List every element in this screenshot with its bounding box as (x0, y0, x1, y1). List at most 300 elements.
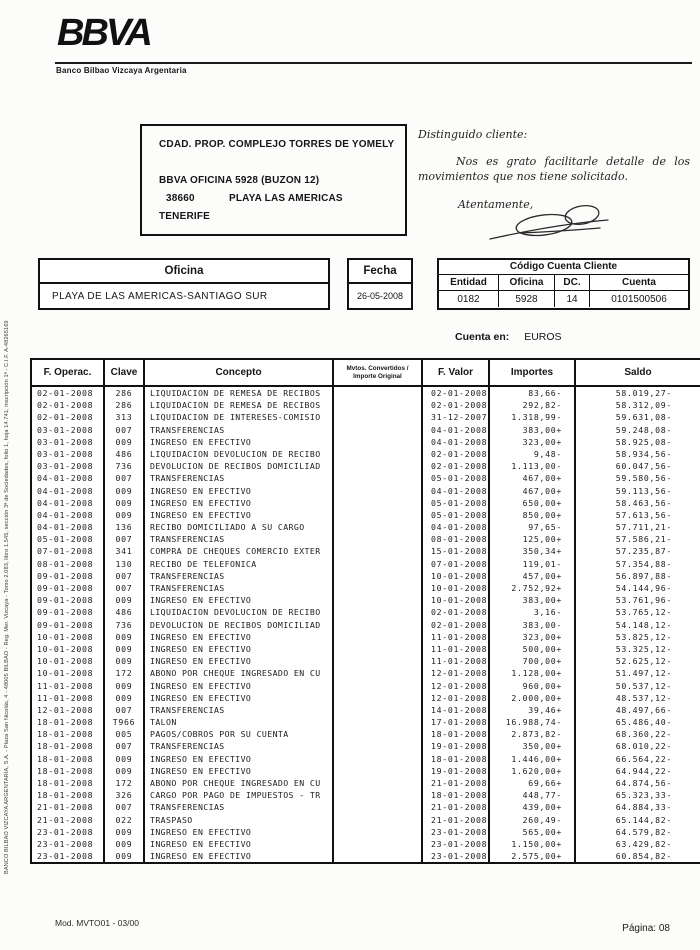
table-row (32, 448, 700, 460)
cell-concepto: INGRESO EN EFECTIVO (145, 692, 334, 704)
office-value: PLAYA DE LAS AMERICAS-SANTIAGO SUR (52, 290, 268, 302)
cell-concepto: INGRESO EN EFECTIVO (145, 594, 334, 606)
cell-saldo: 65.144,82- (615, 814, 672, 825)
cell-concepto: DEVOLUCION DE RECIBOS DOMICILIAD (145, 619, 334, 631)
cell-concepto: PAGOS/COBROS POR SU CUENTA (145, 728, 334, 740)
cell-mvtos (334, 411, 423, 423)
cell-importes: 457,00+ (490, 570, 576, 582)
cell-importes: 383,00+ (490, 424, 576, 436)
cell-concepto: LIQUIDACION DEVOLUCION DE RECIBO (145, 606, 334, 618)
table-row (32, 619, 700, 631)
cell-saldo: 65.486,40- (615, 717, 672, 728)
cell-f-valor: 11-01-2008 (423, 655, 490, 667)
cell-saldo: 54.144,96- (615, 583, 672, 593)
cell-saldo: 64.884,33- (615, 802, 672, 813)
cell-f-operac: 23-01-2008 (32, 838, 105, 850)
table-row (32, 655, 700, 667)
table-row (32, 558, 700, 570)
cell-clave: 009 (105, 850, 145, 862)
cell-clave: 136 (105, 521, 145, 533)
cell-mvtos (334, 680, 423, 692)
cell-f-valor: 21-01-2008 (423, 777, 490, 789)
cell-mvtos (334, 485, 423, 497)
cell-concepto: TRANSFERENCIAS (145, 533, 334, 545)
table-row (32, 631, 700, 643)
cell-f-operac: 02-01-2008 (32, 387, 105, 399)
account-code-header-entidad: Entidad (439, 275, 499, 291)
cell-concepto: INGRESO EN EFECTIVO (145, 680, 334, 692)
cell-f-valor: 31-12-2007 (423, 411, 490, 423)
cell-mvtos (334, 838, 423, 850)
cell-saldo: 58.019,27- (615, 388, 672, 398)
cell-saldo: 54.148,12- (615, 619, 672, 630)
cell-mvtos (334, 667, 423, 679)
cell-f-operac: 09-01-2008 (32, 582, 105, 594)
cell-importes: 1.620,00+ (490, 765, 576, 777)
cell-importes: 39,46+ (490, 704, 576, 716)
cell-mvtos (334, 594, 423, 606)
cell-mvtos (334, 521, 423, 533)
cell-concepto: INGRESO EN EFECTIVO (145, 497, 334, 509)
cell-concepto: LIQUIDACION DE INTERESES-COMISIO (145, 411, 334, 423)
cell-mvtos (334, 753, 423, 765)
legal-registry-side-text: BANCO BILBAO VIZCAYA ARGENTARIA, S.A. - Plaza San Nicolás, 4 - 48005 BILBAO - Reg. Mer. Vizcaya - Tomo 2.083, libro 1.545, sección 3ª de Sociedades, folio 1, hoja 14.741, inscripción 1ª - C.I.F. A-48265169 (4, 320, 10, 874)
cell-mvtos (334, 448, 423, 460)
cell-mvtos (334, 399, 423, 411)
cell-importes: 16.988,74- (490, 716, 576, 728)
cell-clave: 286 (105, 387, 145, 399)
cell-concepto: LIQUIDACION DE REMESA DE RECIBOS (145, 399, 334, 411)
cell-importes: 448,77- (490, 789, 576, 801)
recipient-city: PLAYA LAS AMERICAS (229, 193, 343, 204)
cell-f-valor: 02-01-2008 (423, 387, 490, 399)
cell-clave: 313 (105, 411, 145, 423)
cell-f-valor: 18-01-2008 (423, 789, 490, 801)
cell-clave: 005 (105, 728, 145, 740)
account-code-header-cuenta: Cuenta (590, 275, 688, 291)
cell-saldo: 48.497,66- (615, 704, 672, 715)
cell-mvtos (334, 497, 423, 509)
cell-importes: 1.446,00+ (490, 753, 576, 765)
cell-clave: 009 (105, 497, 145, 509)
cell-mvtos (334, 789, 423, 801)
cell-f-valor: 05-01-2008 (423, 497, 490, 509)
col-header-f-valor: F. Valor (423, 360, 490, 385)
cell-f-valor: 10-01-2008 (423, 570, 490, 582)
recipient-office: BBVA OFICINA 5928 (BUZON 12) (159, 175, 320, 186)
cell-f-valor: 23-01-2008 (423, 838, 490, 850)
cell-f-valor: 21-01-2008 (423, 801, 490, 813)
cell-clave: 009 (105, 631, 145, 643)
cell-f-operac: 21-01-2008 (32, 814, 105, 826)
cell-saldo: 68.360,22- (615, 729, 672, 740)
account-code-title: Código Cuenta Cliente (439, 260, 688, 275)
account-code-box (437, 258, 690, 310)
account-code-dc: 14 (555, 291, 590, 307)
table-row (32, 680, 700, 692)
cell-clave: 009 (105, 753, 145, 765)
cell-f-operac: 10-01-2008 (32, 643, 105, 655)
cell-f-operac: 04-01-2008 (32, 497, 105, 509)
currency-line (455, 331, 562, 343)
table-row (32, 814, 700, 826)
form-model-code: Mod. MVTO01 - 03/00 (55, 918, 139, 928)
cell-f-operac: 09-01-2008 (32, 606, 105, 618)
office-label: Oficina (40, 260, 328, 284)
greeting-salutation: Distinguido cliente: (418, 128, 528, 141)
table-row (32, 411, 700, 423)
cell-concepto: INGRESO EN EFECTIVO (145, 509, 334, 521)
cell-concepto: TRANSFERENCIAS (145, 472, 334, 484)
cell-saldo: 57.586,21- (615, 534, 672, 545)
cell-mvtos (334, 765, 423, 777)
cell-concepto: INGRESO EN EFECTIVO (145, 838, 334, 850)
cell-importes: 292,82- (490, 399, 576, 411)
table-row (32, 716, 700, 728)
bank-name: Banco Bilbao Vizcaya Argentaria (56, 66, 187, 75)
cell-importes: 850,00+ (490, 509, 576, 521)
cell-f-valor: 17-01-2008 (423, 716, 490, 728)
cell-importes: 2.752,92+ (490, 582, 576, 594)
cell-concepto: RECIBO DOMICILIADO A SU CARGO (145, 521, 334, 533)
cell-saldo: 59.580,56- (615, 473, 672, 484)
cell-importes: 1.113,00- (490, 460, 576, 472)
cell-mvtos (334, 582, 423, 594)
cell-clave: T966 (105, 716, 145, 728)
cell-concepto: COMPRA DE CHEQUES COMERCIO EXTER (145, 545, 334, 557)
cell-concepto: INGRESO EN EFECTIVO (145, 643, 334, 655)
cell-importes: 125,00+ (490, 533, 576, 545)
cell-importes: 1.150,00+ (490, 838, 576, 850)
cell-f-operac: 02-01-2008 (32, 399, 105, 411)
cell-clave: 007 (105, 533, 145, 545)
cell-mvtos (334, 606, 423, 618)
currency-label: Cuenta en: (455, 331, 510, 343)
cell-f-operac: 23-01-2008 (32, 826, 105, 838)
cell-f-operac: 03-01-2008 (32, 436, 105, 448)
table-row (32, 838, 700, 850)
cell-clave: 007 (105, 740, 145, 752)
cell-f-operac: 18-01-2008 (32, 728, 105, 740)
currency-value: EUROS (524, 331, 562, 343)
cell-f-operac: 04-01-2008 (32, 521, 105, 533)
cell-f-operac: 12-01-2008 (32, 704, 105, 716)
cell-saldo: 50.537,12- (615, 680, 672, 691)
cell-f-valor: 11-01-2008 (423, 631, 490, 643)
cell-concepto: TRASPASO (145, 814, 334, 826)
col-header-mvtos: Mvtos. Convertidos / Importe Original (334, 360, 423, 385)
cell-f-operac: 04-01-2008 (32, 509, 105, 521)
cell-f-valor: 12-01-2008 (423, 680, 490, 692)
table-row (32, 692, 700, 704)
transactions-table (30, 358, 700, 864)
cell-saldo: 65.323,33- (615, 790, 672, 801)
cell-f-operac: 21-01-2008 (32, 801, 105, 813)
cell-importes: 2.575,00+ (490, 850, 576, 862)
cell-mvtos (334, 570, 423, 582)
table-row (32, 533, 700, 545)
table-row (32, 460, 700, 472)
cell-saldo: 58.463,56- (615, 497, 672, 508)
cell-importes: 565,00+ (490, 826, 576, 838)
cell-f-valor: 15-01-2008 (423, 545, 490, 557)
cell-clave: 736 (105, 460, 145, 472)
cell-saldo: 53.761,96- (615, 595, 672, 606)
cell-f-valor: 08-01-2008 (423, 533, 490, 545)
cell-importes: 700,00+ (490, 655, 576, 667)
table-row (32, 606, 700, 618)
cell-clave: 009 (105, 765, 145, 777)
cell-f-valor: 02-01-2008 (423, 448, 490, 460)
cell-concepto: TRANSFERENCIAS (145, 582, 334, 594)
cell-saldo: 58.934,56- (615, 448, 672, 459)
col-header-concepto: Concepto (145, 360, 334, 385)
cell-f-valor: 14-01-2008 (423, 704, 490, 716)
account-code-entidad: 0182 (439, 291, 499, 307)
cell-f-valor: 23-01-2008 (423, 850, 490, 862)
table-row (32, 570, 700, 582)
cell-mvtos (334, 814, 423, 826)
cell-concepto: TALON (145, 716, 334, 728)
cell-f-operac: 23-01-2008 (32, 850, 105, 862)
recipient-postal-code: 38660 (166, 193, 195, 204)
cell-f-operac: 04-01-2008 (32, 485, 105, 497)
cell-clave: 007 (105, 570, 145, 582)
cell-f-valor: 12-01-2008 (423, 692, 490, 704)
cell-saldo: 53.765,12- (615, 607, 672, 618)
cell-mvtos (334, 728, 423, 740)
cell-saldo: 58.312,09- (615, 400, 672, 411)
signature-scribble (486, 203, 616, 245)
table-row (32, 667, 700, 679)
cell-importes: 83,66- (490, 387, 576, 399)
cell-importes: 260,49- (490, 814, 576, 826)
col-header-saldo: Saldo (624, 367, 652, 378)
cell-importes: 2.000,00+ (490, 692, 576, 704)
cell-saldo: 59.248,08- (615, 424, 672, 435)
cell-concepto: TRANSFERENCIAS (145, 424, 334, 436)
cell-f-operac: 18-01-2008 (32, 753, 105, 765)
cell-clave: 022 (105, 814, 145, 826)
cell-concepto: ABONO POR CHEQUE INGRESADO EN CU (145, 777, 334, 789)
cell-f-valor: 04-01-2008 (423, 436, 490, 448)
cell-importes: 467,00+ (490, 472, 576, 484)
account-code-header-oficina: Oficina (499, 275, 555, 291)
cell-f-operac: 18-01-2008 (32, 765, 105, 777)
cell-f-operac: 09-01-2008 (32, 619, 105, 631)
cell-clave: 326 (105, 789, 145, 801)
cell-clave: 009 (105, 485, 145, 497)
cell-concepto: DEVOLUCION DE RECIBOS DOMICILIAD (145, 460, 334, 472)
cell-f-operac: 10-01-2008 (32, 631, 105, 643)
cell-importes: 350,00+ (490, 740, 576, 752)
cell-f-valor: 05-01-2008 (423, 472, 490, 484)
cell-f-valor: 04-01-2008 (423, 521, 490, 533)
cell-clave: 007 (105, 582, 145, 594)
cell-importes: 119,01- (490, 558, 576, 570)
cell-saldo: 57.235,87- (615, 546, 672, 557)
cell-saldo: 56.897,88- (615, 570, 672, 581)
cell-concepto: INGRESO EN EFECTIVO (145, 655, 334, 667)
cell-f-operac: 03-01-2008 (32, 460, 105, 472)
cell-f-operac: 07-01-2008 (32, 545, 105, 557)
cell-mvtos (334, 704, 423, 716)
cell-f-valor: 12-01-2008 (423, 667, 490, 679)
cell-concepto: RECIBO DE TELEFONICA (145, 558, 334, 570)
cell-clave: 007 (105, 704, 145, 716)
cell-f-operac: 04-01-2008 (32, 472, 105, 484)
cell-f-operac: 10-01-2008 (32, 667, 105, 679)
cell-mvtos (334, 692, 423, 704)
cell-clave: 009 (105, 838, 145, 850)
cell-clave: 009 (105, 680, 145, 692)
table-row (32, 789, 700, 801)
recipient-address-box (140, 124, 407, 236)
cell-concepto: INGRESO EN EFECTIVO (145, 485, 334, 497)
account-code-oficina: 5928 (499, 291, 555, 307)
cell-clave: 007 (105, 801, 145, 813)
account-code-cuenta: 0101500506 (611, 293, 667, 305)
cell-f-valor: 02-01-2008 (423, 606, 490, 618)
cell-concepto: TRANSFERENCIAS (145, 740, 334, 752)
cell-clave: 009 (105, 692, 145, 704)
cell-mvtos (334, 545, 423, 557)
cell-importes: 467,00+ (490, 485, 576, 497)
table-row (32, 387, 700, 399)
cell-f-valor: 18-01-2008 (423, 753, 490, 765)
cell-f-valor: 10-01-2008 (423, 594, 490, 606)
cell-f-valor: 05-01-2008 (423, 509, 490, 521)
cell-saldo: 53.325,12- (615, 643, 672, 654)
cell-f-operac: 05-01-2008 (32, 533, 105, 545)
cell-mvtos (334, 777, 423, 789)
greeting-block (418, 128, 690, 212)
cell-saldo: 52.625,12- (615, 656, 672, 667)
cell-f-operac: 18-01-2008 (32, 716, 105, 728)
cell-concepto: INGRESO EN EFECTIVO (145, 631, 334, 643)
cell-clave: 486 (105, 448, 145, 460)
cell-f-valor: 07-01-2008 (423, 558, 490, 570)
cell-clave: 009 (105, 826, 145, 838)
cell-mvtos (334, 643, 423, 655)
cell-f-valor: 02-01-2008 (423, 460, 490, 472)
cell-f-valor: 11-01-2008 (423, 643, 490, 655)
cell-saldo: 64.579,82- (615, 826, 672, 837)
cell-f-operac: 18-01-2008 (32, 777, 105, 789)
table-row (32, 643, 700, 655)
cell-mvtos (334, 826, 423, 838)
cell-saldo: 48.537,12- (615, 692, 672, 703)
cell-mvtos (334, 436, 423, 448)
cell-f-operac: 11-01-2008 (32, 692, 105, 704)
cell-mvtos (334, 631, 423, 643)
col-header-f-operac: F. Operac. (32, 360, 105, 385)
greeting-closing: Atentamente, (458, 197, 534, 211)
cell-f-valor: 02-01-2008 (423, 619, 490, 631)
cell-clave: 009 (105, 436, 145, 448)
account-code-values (439, 291, 688, 307)
cell-concepto: TRANSFERENCIAS (145, 704, 334, 716)
cell-mvtos (334, 424, 423, 436)
table-row (32, 399, 700, 411)
cell-saldo: 64.874,56- (615, 778, 672, 788)
cell-importes: 350,34+ (490, 545, 576, 557)
table-row (32, 765, 700, 777)
cell-saldo: 59.631,08- (615, 412, 672, 423)
transactions-header (32, 360, 700, 387)
cell-saldo: 57.613,56- (615, 509, 672, 520)
cell-concepto: INGRESO EN EFECTIVO (145, 436, 334, 448)
table-row (32, 424, 700, 436)
cell-mvtos (334, 655, 423, 667)
cell-concepto: ABONO POR CHEQUE INGRESADO EN CU (145, 667, 334, 679)
cell-saldo: 57.711,21- (615, 522, 672, 533)
cell-concepto: INGRESO EN EFECTIVO (145, 826, 334, 838)
cell-f-valor: 18-01-2008 (423, 728, 490, 740)
cell-concepto: INGRESO EN EFECTIVO (145, 850, 334, 862)
cell-importes: 383,00- (490, 619, 576, 631)
cell-importes: 960,00+ (490, 680, 576, 692)
cell-saldo: 53.825,12- (615, 631, 672, 642)
table-row (32, 472, 700, 484)
table-row (32, 497, 700, 509)
cell-saldo: 63.429,82- (615, 838, 672, 849)
cell-saldo: 64.944,22- (615, 765, 672, 776)
cell-f-valor: 19-01-2008 (423, 765, 490, 777)
cell-clave: 286 (105, 399, 145, 411)
cell-mvtos (334, 387, 423, 399)
cell-importes: 323,00+ (490, 436, 576, 448)
date-value: 26-05-2008 (356, 291, 404, 301)
cell-importes: 323,00+ (490, 631, 576, 643)
cell-f-valor: 21-01-2008 (423, 814, 490, 826)
date-label: Fecha (349, 260, 411, 284)
cell-clave: 736 (105, 619, 145, 631)
cell-f-valor: 02-01-2008 (423, 399, 490, 411)
cell-clave: 172 (105, 777, 145, 789)
account-code-headers (439, 275, 688, 291)
cell-f-operac: 09-01-2008 (32, 594, 105, 606)
cell-saldo: 58.925,08- (615, 436, 672, 447)
table-row (32, 509, 700, 521)
cell-clave: 007 (105, 472, 145, 484)
cell-clave: 009 (105, 643, 145, 655)
cell-mvtos (334, 801, 423, 813)
table-row (32, 582, 700, 594)
cell-concepto: TRANSFERENCIAS (145, 570, 334, 582)
cell-clave: 130 (105, 558, 145, 570)
table-row (32, 850, 700, 862)
cell-mvtos (334, 740, 423, 752)
col-header-importes: Importes (490, 360, 576, 385)
cell-mvtos (334, 460, 423, 472)
cell-concepto: LIQUIDACION DEVOLUCION DE RECIBO (145, 448, 334, 460)
table-row (32, 728, 700, 740)
cell-concepto: INGRESO EN EFECTIVO (145, 765, 334, 777)
cell-clave: 007 (105, 424, 145, 436)
cell-importes: 3,16- (490, 606, 576, 618)
table-row (32, 485, 700, 497)
cell-f-operac: 18-01-2008 (32, 789, 105, 801)
cell-importes: 500,00+ (490, 643, 576, 655)
page-number: Página: 08 (622, 923, 670, 934)
cell-mvtos (334, 558, 423, 570)
cell-importes: 97,65- (490, 521, 576, 533)
table-row (32, 545, 700, 557)
table-row (32, 436, 700, 448)
cell-clave: 009 (105, 594, 145, 606)
table-row (32, 753, 700, 765)
